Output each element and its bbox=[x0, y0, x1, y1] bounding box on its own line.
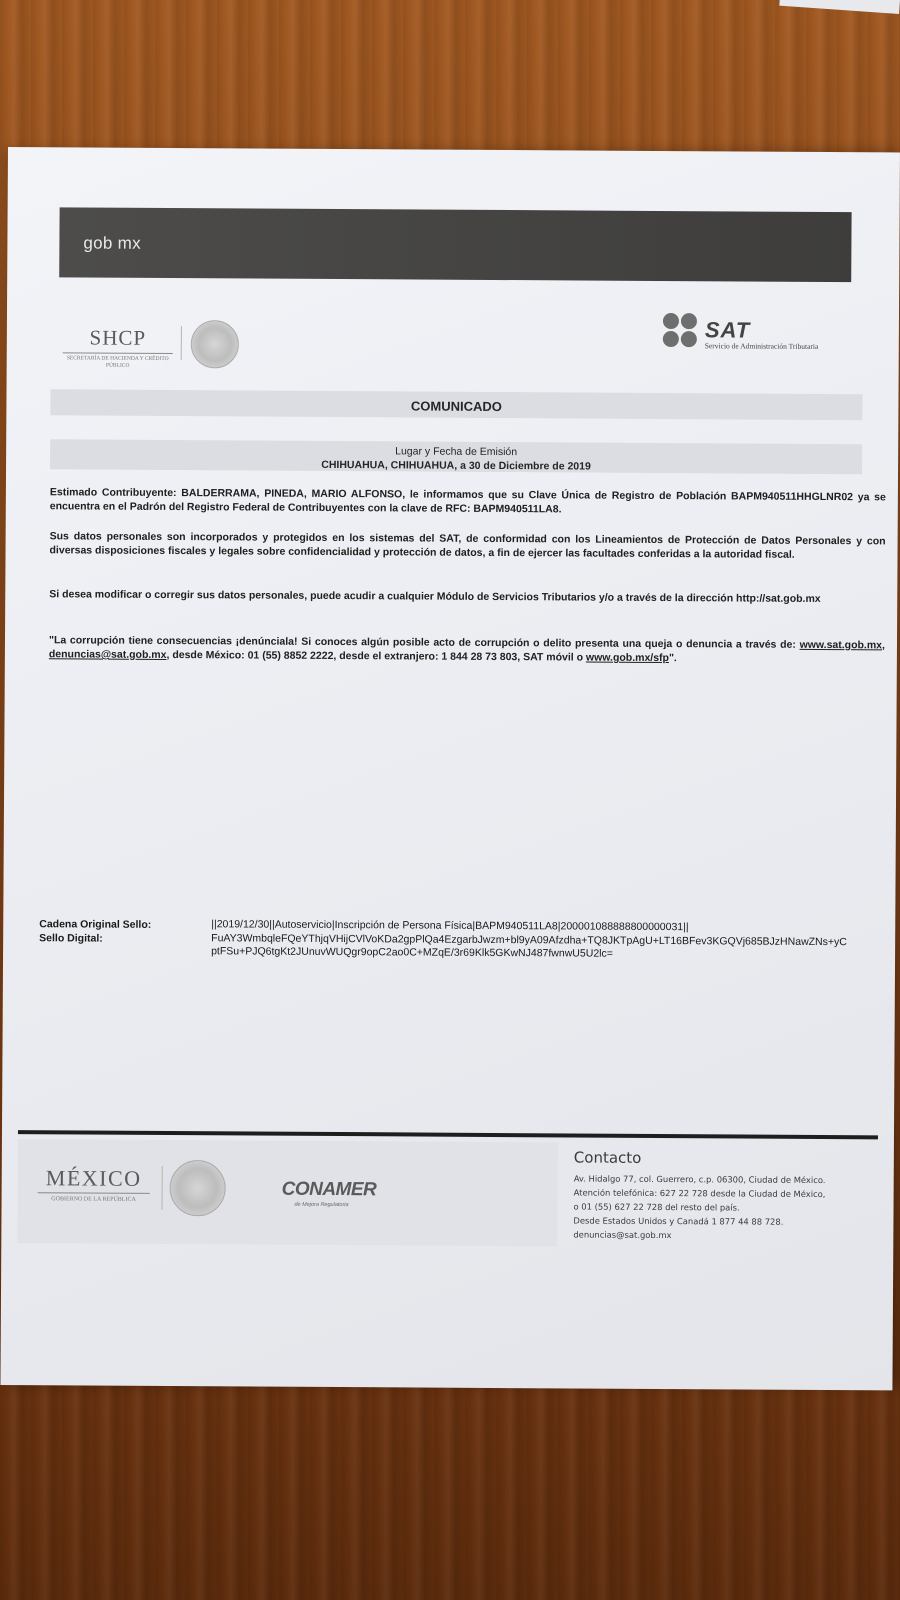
conamer-logo bbox=[281, 1178, 377, 1209]
document-title: COMUNICADO bbox=[410, 398, 502, 415]
contact-address: Av. Hidalgo 77, col. Guerrero, c.p. 06300, Ciudad de México. bbox=[573, 1173, 826, 1186]
mexico-logo-text: MÉXICO bbox=[38, 1165, 150, 1194]
footer-coat-of-arms-seal-icon bbox=[169, 1160, 225, 1216]
sfp-website-link[interactable]: www.gob.mx/sfp bbox=[585, 651, 670, 665]
paragraph-modify-data: Si desea modificar o corregir sus datos personales, puede acudir a cualquier Módulo de Servicios Tributarios y/o a través de la dirección http://sat.gob.mx bbox=[49, 588, 821, 605]
contact-title: Contacto bbox=[573, 1148, 642, 1167]
background-sheet-corner bbox=[779, 0, 900, 14]
footer-divider bbox=[18, 1130, 878, 1139]
paragraph-data-protection: Sus datos personales son incorporados y protegidos en los sistemas del SAT, de conformidad con los Lineamientos de Protección de Datos Personales y con diversas disposiciones fiscales y legales sobre confidencialidad y protección de datos, a fin de ejercer las facultades conferidas a la autoridad fiscal. bbox=[49, 530, 886, 561]
corruption-text-end: ". bbox=[668, 652, 677, 665]
logo-divider bbox=[181, 326, 182, 360]
corruption-text-separator: , bbox=[882, 639, 886, 652]
sat-dots-icon bbox=[663, 313, 701, 349]
place-date-label: Lugar y Fecha de Emisión bbox=[395, 445, 518, 459]
document-page bbox=[0, 147, 900, 1390]
conamer-logo-subtitle: de Mejora Regulatoria bbox=[294, 1201, 349, 1209]
sat-logo-text: SAT bbox=[704, 317, 751, 343]
contact-email[interactable]: denuncias@sat.gob.mx bbox=[573, 1229, 672, 1241]
national-coat-of-arms-seal-icon bbox=[191, 320, 239, 368]
contact-phone-national: o 01 (55) 627 22 728 del resto del país. bbox=[573, 1201, 740, 1213]
contact-phone-usa-canada: Desde Estados Unidos y Canadá 1 877 44 88 728. bbox=[573, 1215, 784, 1227]
cadena-original-label: Cadena Original Sello: bbox=[39, 918, 152, 931]
shcp-logo bbox=[63, 325, 173, 370]
place-date-value: CHIHUAHUA, CHIHUAHUA, a 30 de Diciembre de 2019 bbox=[321, 458, 591, 473]
paragraph-registration: Estimado Contribuyente: BALDERRAMA, PINEDA, MARIO ALFONSO, le informamos que su Clave Única de Registro de Población BAPM940511HHGLNR02 ya se encuentra en el Padrón del Registro Federal de Contribuyentes con la clave de RFC: BAPM940511LA8. bbox=[49, 486, 886, 516]
gob-mx-header-bar bbox=[59, 207, 851, 282]
denuncias-email-link[interactable]: denuncias@sat.gob.mx bbox=[48, 648, 167, 661]
sello-digital-label: Sello Digital: bbox=[39, 932, 103, 945]
sat-logo-subtitle: Servicio de Administración Tributaria bbox=[704, 341, 819, 351]
sat-website-link[interactable]: www.sat.gob.mx bbox=[799, 638, 883, 652]
corruption-text-start: "La corrupción tiene consecuencias ¡denúnciala! Si conoces algún posible acto de corrupción o delito presenta una queja o denuncia a través de: bbox=[48, 634, 800, 651]
conamer-logo-text: CONAMER bbox=[281, 1178, 377, 1201]
contact-block bbox=[573, 1148, 874, 1243]
corruption-text-middle: , desde México: 01 (55) 8852 2222, desde el extranjero: 1 844 28 73 803, SAT móvil o bbox=[166, 648, 586, 664]
shcp-logo-subtitle: SECRETARÍA DE HACIENDA Y CRÉDITO PÚBLICO bbox=[66, 355, 169, 369]
contact-phone-cdmx: Atención telefónica: 627 22 728 desde la Ciudad de México, bbox=[573, 1187, 826, 1200]
shcp-logo-text: SHCP bbox=[63, 325, 173, 354]
sello-digital-value: FuAY3WmbqleFQeYThjqVHijCVlVoKDa2gpPlQa4EzgarbJwzm+bl9yA09Afzdha+TQ8JKTpAgU+LT16BFev3KGQVj685BJzHNawZNs+yCptFSu+PJQ6tgKt2JUnuvWUQgr9opC2ao0C+MZqE/3r69Klk5GKwNJ487fwnwU5U2lc= bbox=[211, 932, 847, 960]
paragraph-corruption-notice bbox=[49, 633, 885, 666]
gob-mx-logo: gob mx bbox=[83, 233, 142, 253]
mexico-gobierno-logo bbox=[38, 1165, 150, 1203]
mexico-logo-subtitle: GOBIERNO DE LA REPÚBLICA bbox=[51, 1196, 136, 1203]
cadena-original-value: ||2019/12/30||Autoservicio|Inscripción de Persona Física|BAPM940511LA8|200001088888800000031|| bbox=[211, 918, 689, 934]
